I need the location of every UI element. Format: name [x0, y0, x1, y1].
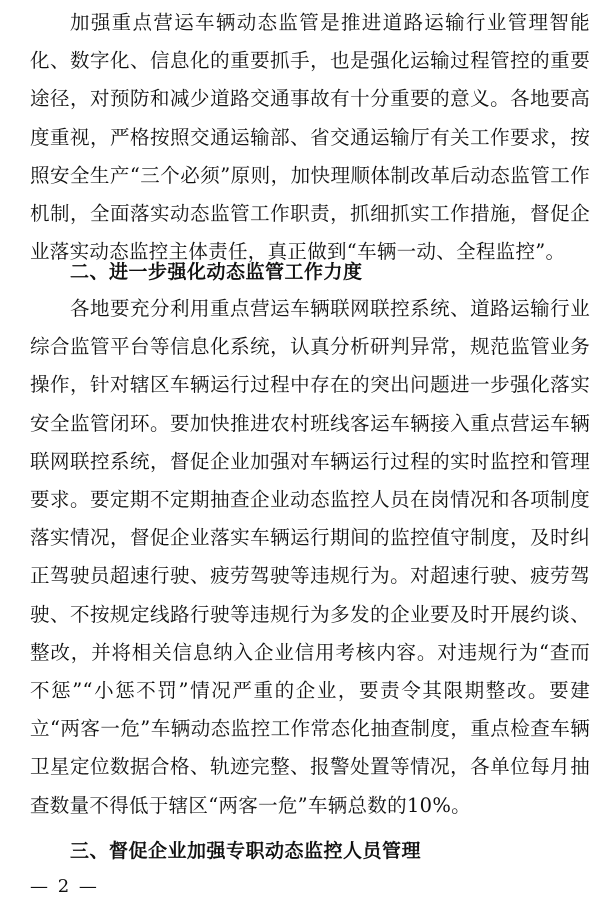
section-heading-3: 三、督促企业加强专职动态监控人员管理	[70, 840, 422, 862]
paragraph-1: 加强重点营运车辆动态监管是推进道路运输行业管理智能化、数字化、信息化的重要抓手，也是强化运输过程管控的重要途径，对预防和减少道路交通事故有十分重要的意义。各地要高度重视，严格按照交通运输部、省交通运输厅有关工作要求，按照安全生产“三个必须”原则，加快理顺体制改革后动态监管工作机制，全面落实动态监管工作职责，抓细抓实工作措施，督促企业落实动态监控主体责任，真正做到“车辆一动、全程监控”。	[30, 11, 590, 264]
page-number: — 2 —	[30, 876, 99, 897]
paragraph-2: 各地要充分利用重点营运车辆联网联控系统、道路运输行业综合监管平台等信息化系统，认真分析研判异常，规范监管业务操作，针对辖区车辆运行过程中存在的突出问题进一步强化落实安全监管闭环。要加快推进农村班线客运车辆接入重点营运车辆联网联控系统，督促企业加强对车辆运行过程的实时监控和管理要求。要定期不定期抽查企业动态监控人员在岗情况和各项制度落实情况，督促企业落实车辆运行期间的监控值守制度，及时纠正驾驶员超速行驶、疲劳驾驶等违规行为。对超速行驶、疲劳驾驶、不按规定线路行驶等违规行为多发的企业要及时开展约谈、整改，并将相关信息纳入企业信用考核内容。对违规行为“查而不惩”“小惩不罚”情况严重的企业，要责令其限期整改。要建立“两客一危”车辆动态监控工作常态化抽查制度，重点检查车辆卫星定位数据合格、轨迹完整、报警处置等情况，各单位每月抽查数量不得低于辖区“两客一危”车辆总数的10%。	[30, 297, 590, 817]
section-heading-2: 二、进一步强化动态监管工作力度	[70, 261, 363, 283]
